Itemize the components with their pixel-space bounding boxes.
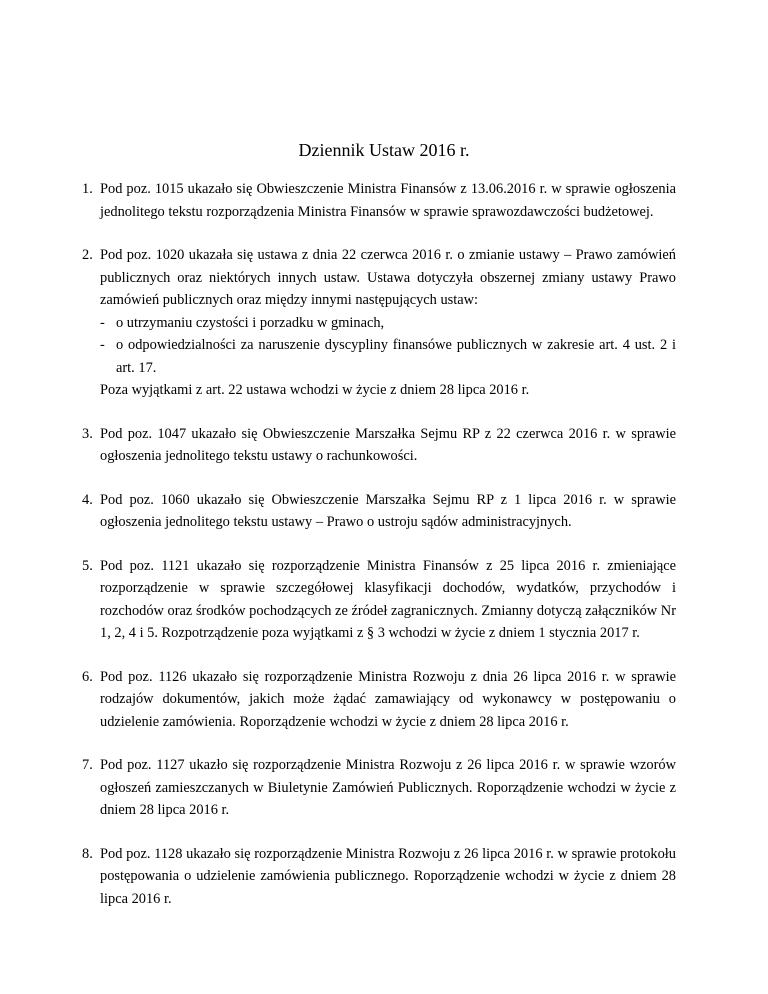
sub-item-dash: - xyxy=(100,314,105,331)
list-item-1 xyxy=(82,178,676,223)
item-text: Pod poz. 1020 ukazała się ustawa z dnia 22 czerwca 2016 r. o zmianie ustawy – Prawo zamówień publicznych oraz niektórych innych ustaw. Ustawa dotyczyła obszernej zmiany ustawy Prawo zamówień publicznych oraz między innymi następujących ustaw: xyxy=(100,247,676,308)
item-text: Pod poz. 1121 ukazało się rozporządzenie Ministra Finansów z 25 lipca 2016 r. zmieniające rozporządzenie w sprawie szczegółowej klasyfikacji dochodów, wydatków, przychodów i rozchodów oraz środków pochodzących ze źródeł zagranicznych. Zmianny dotyczą załączników Nr 1, 2, 4 i 5. Rozpotrządzenie poza wyjątkami z § 3 wchodzi w życie z dniem 1 stycznia 2017 r. xyxy=(100,557,676,641)
sub-item-1 xyxy=(100,312,676,335)
item-text: Pod poz. 1126 ukazało się rozporządzenie Ministra Rozwoju z dnia 26 lipca 2016 r. w sprawie rodzajów dokumentów, jakich może żądać zamawiający od wykonawcy w postępowaniu o udzielenie zamówienia. Roporządzenie wchodzi w życie z dniem 28 lipca 2016 r. xyxy=(100,668,676,730)
item-text: Pod poz. 1047 ukazało się Obwieszczenie Marszałka Sejmu RP z 22 czerwca 2016 r. w sprawie ogłoszenia jednolitego tekstu ustawy o rachunkowości. xyxy=(100,425,676,464)
list-item-8 xyxy=(82,843,676,911)
item-text: Pod poz. 1128 ukazało się rozporządzenie Ministra Rozwoju z 26 lipca 2016 r. w sprawie protokołu postępowania o udzielenie zamówienia publicznego. Roporządzenie wchodzi w życie z dniem 28 lipca 2016 r. xyxy=(100,845,676,907)
sub-item-2 xyxy=(100,334,676,379)
item-number: 6. xyxy=(82,668,93,685)
sub-item-text: o odpowiedzialności za naruszenie dyscypliny finansówe publicznych w zakresie art. 4 ust. 2 i art. 17. xyxy=(116,337,676,376)
item-number: 3. xyxy=(82,425,93,442)
list-item-5 xyxy=(82,555,676,645)
list-item-2 xyxy=(82,244,676,402)
list-item-4 xyxy=(82,489,676,534)
list-item-7 xyxy=(82,754,676,822)
item-number: 5. xyxy=(82,557,93,574)
item-list xyxy=(82,178,676,931)
item-number: 4. xyxy=(82,491,93,508)
item-text: Pod poz. 1060 ukazało się Obwieszczenie Marszałka Sejmu RP z 1 lipca 2016 r. w sprawie ogłoszenia jednolitego tekstu ustawy – Prawo o ustroju sądów administracyjnych. xyxy=(100,491,676,530)
item-tail-text: Poza wyjątkami z art. 22 ustawa wchodzi w życie z dniem 28 lipca 2016 r. xyxy=(100,382,530,398)
list-item-3 xyxy=(82,423,676,468)
item-number: 7. xyxy=(82,757,93,773)
list-item-6 xyxy=(82,666,676,734)
sub-item-dash: - xyxy=(100,337,105,353)
item-text: Pod poz. 1015 ukazało się Obwieszczenie Ministra Finansów z 13.06.2016 r. w sprawie ogłoszenia jednolitego tekstu rozporządzenia Ministra Finansów w sprawie sprawozdawczości budżetowej. xyxy=(100,181,676,220)
document-title: Dziennik Ustaw 2016 r. xyxy=(298,140,470,160)
sub-item-text: o utrzymaniu czystości i porzadku w gminach, xyxy=(116,314,385,331)
item-number: 2. xyxy=(82,247,93,263)
sub-list xyxy=(100,312,676,380)
item-number: 8. xyxy=(82,845,93,862)
item-number: 1. xyxy=(82,181,93,197)
item-text: Pod poz. 1127 ukazło się rozporządzenie Ministra Rozwoju z 26 lipca 2016 r. w sprawie wzorów ogłoszeń zamieszczanych w Biuletynie Zamówień Publicznych. Roporządzenie wchodzi w życie z dniem 28 lipca 2016 r. xyxy=(100,757,676,818)
